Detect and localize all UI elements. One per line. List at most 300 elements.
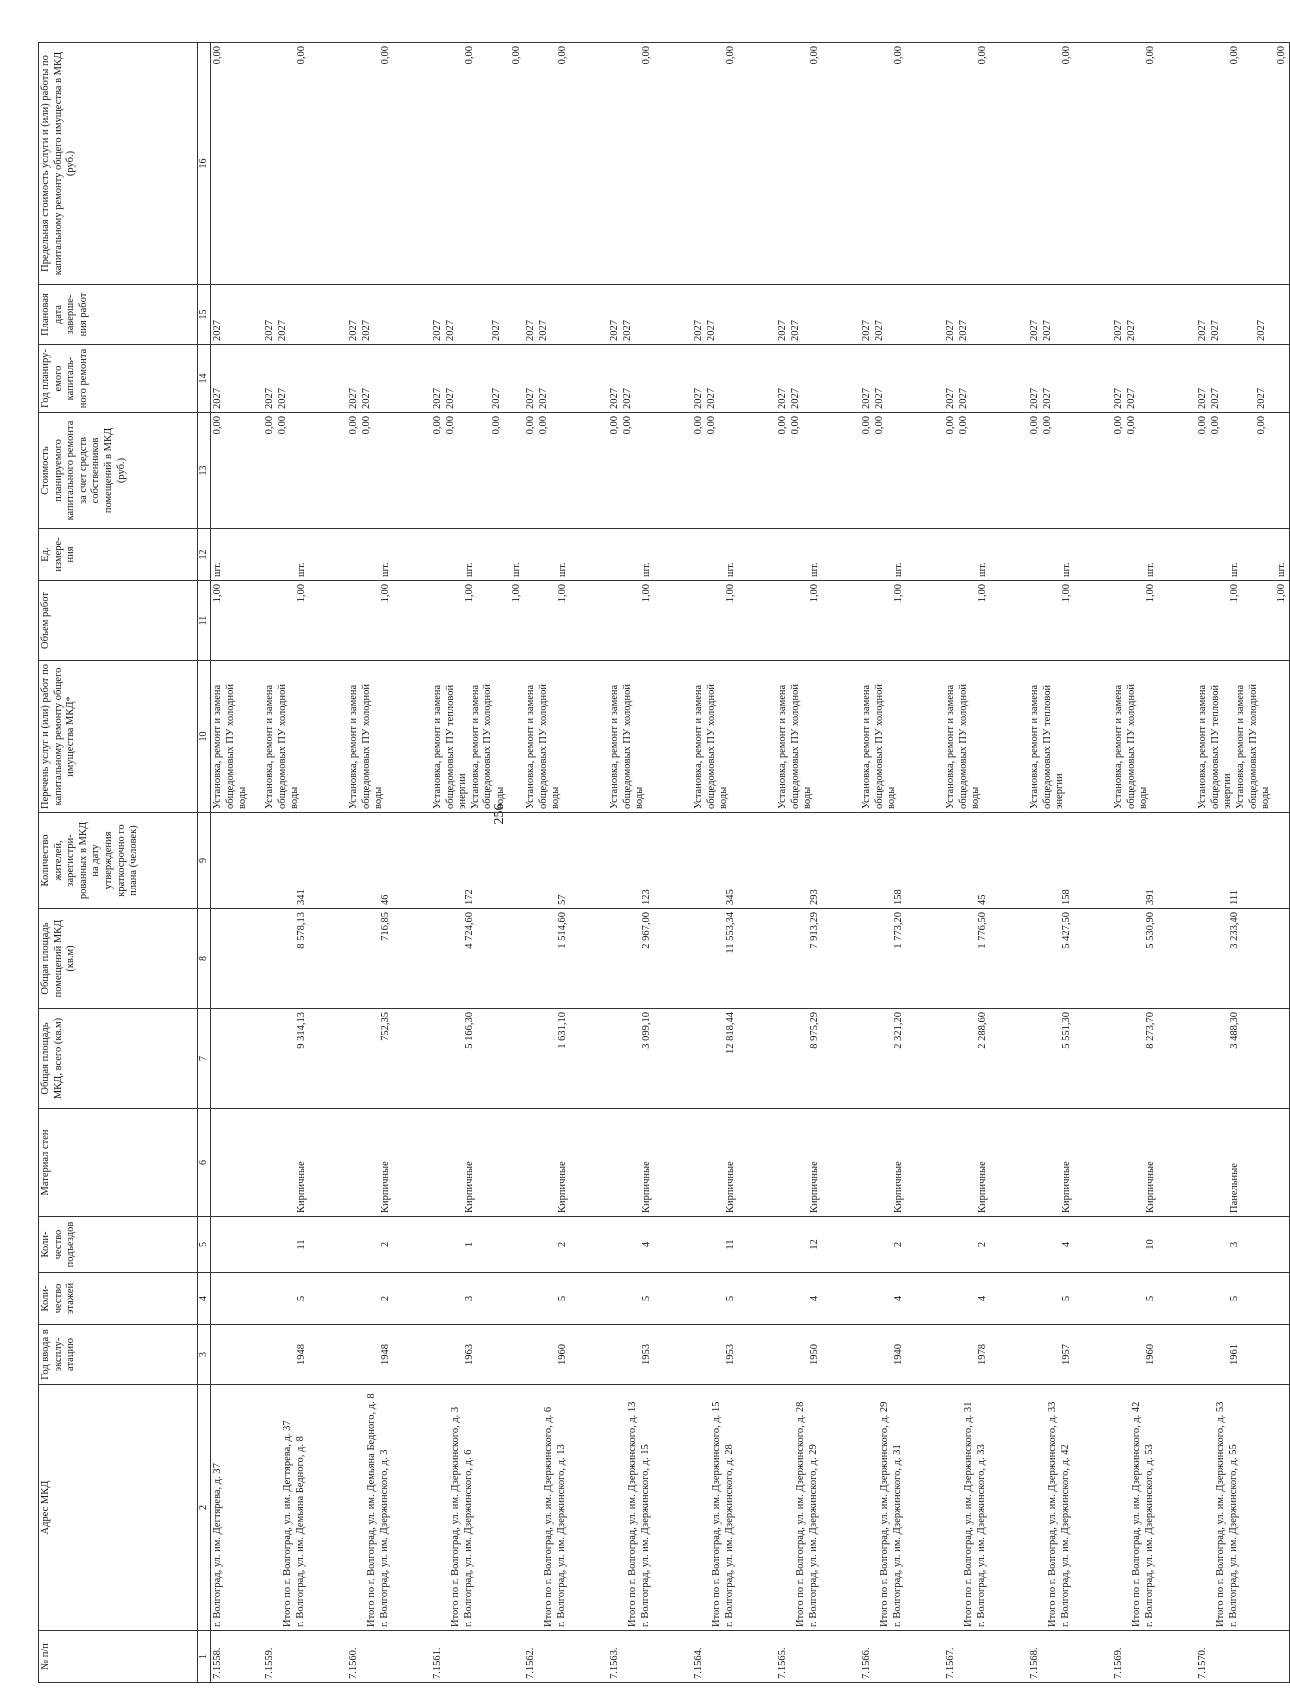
entrances: 4 xyxy=(641,1241,653,1248)
table-row xyxy=(860,43,944,1683)
year-built: 1953 xyxy=(725,1344,737,1365)
end-date-value: 2027 xyxy=(1209,320,1221,341)
residents: 293 xyxy=(809,889,821,905)
wall-material: Кирпичные xyxy=(380,1161,391,1213)
wall-material: Кирпичные xyxy=(893,1161,905,1213)
header-cell: Предельная стоимость услуги и (или) работы по капитальному ремонту общего имущества в МКД (руб.) xyxy=(39,43,198,285)
volume: 1,00 xyxy=(212,584,223,603)
works-item: Установка, ремонт и замена общедомовых ПУ тепловой энергии xyxy=(1197,684,1234,809)
end-date-value: 2027 xyxy=(609,320,621,341)
wall-material: Кирпичные xyxy=(725,1161,737,1213)
end-date-value: 2027 xyxy=(1256,320,1268,341)
area-rooms: 716,85 xyxy=(380,912,391,941)
header-cell: Коли-чество подъездов xyxy=(39,1217,198,1273)
volume: 1,00 xyxy=(1061,584,1073,603)
unit: шт. xyxy=(977,562,989,577)
end-date-value: 2027 xyxy=(705,320,717,341)
end-date-value: 2027 xyxy=(212,320,223,341)
unit: шт. xyxy=(641,562,653,577)
cost-value: 0,00 xyxy=(348,416,359,435)
residents: 158 xyxy=(1061,889,1073,905)
year-built: 1957 xyxy=(1061,1344,1073,1365)
table-row xyxy=(263,43,347,1683)
address: г. Волгоград, ул. им. Дзержинского, д. 3 xyxy=(378,1449,390,1627)
plan-year-value: 2027 xyxy=(693,388,705,409)
floors: 4 xyxy=(977,1295,989,1302)
area-rooms: 5 530,90 xyxy=(1145,912,1157,949)
column-number: 4 xyxy=(198,1273,211,1325)
row-number: 7.1562. xyxy=(525,1647,537,1679)
plan-year-value: 2027 xyxy=(945,388,957,409)
address: г. Волгоград, ул. им. Дзержинского, д. 6 xyxy=(462,1449,474,1627)
area-rooms: 5 427,50 xyxy=(1061,912,1073,949)
total-label: Итого по г. Волгоград, ул. им. Дзержинского, д. 6 xyxy=(543,1406,555,1627)
limit-value: 0,00 xyxy=(212,46,223,65)
area-total: 2 321,20 xyxy=(893,1012,905,1049)
column-number: 7 xyxy=(198,1009,211,1109)
row-number: 7.1560. xyxy=(348,1647,359,1679)
plan-year-value: 2027 xyxy=(621,388,633,409)
table-row xyxy=(776,43,860,1683)
table-body xyxy=(211,43,1290,1683)
cost-value: 0,00 xyxy=(1209,416,1221,435)
area-rooms: 11 553,34 xyxy=(725,912,737,954)
limit-value: 0,00 xyxy=(464,46,475,65)
plan-year-value: 2027 xyxy=(957,388,969,409)
limit-value: 0,00 xyxy=(296,46,307,65)
limit-value: 0,00 xyxy=(1275,46,1287,65)
end-date-value: 2027 xyxy=(491,320,503,341)
header-cell: Год ввода в эксплу-атацию xyxy=(39,1325,198,1385)
area-total: 5 551,30 xyxy=(1061,1012,1073,1049)
header-cell: Ед. измере-ния xyxy=(39,529,198,581)
column-number: 13 xyxy=(198,413,211,529)
rotated-page xyxy=(38,43,1287,1683)
plan-year-value: 2027 xyxy=(1209,388,1221,409)
entrances: 1 xyxy=(464,1241,475,1248)
unit: шт. xyxy=(725,562,737,577)
floors: 4 xyxy=(809,1295,821,1302)
entrances: 2 xyxy=(977,1241,989,1248)
year-built: 1961 xyxy=(1229,1344,1241,1365)
volume: 1,00 xyxy=(1275,584,1287,603)
column-number: 8 xyxy=(198,909,211,1009)
end-date-value: 2027 xyxy=(360,320,372,341)
end-date-value: 2027 xyxy=(264,320,275,341)
header-cell: Количество жителей, зарегистри-рованных в МКД на дату утверждения краткосрочно го плана (человек) xyxy=(39,813,198,909)
entrances: 12 xyxy=(809,1239,821,1250)
wall-material: Кирпичные xyxy=(641,1161,653,1213)
volume: 1,00 xyxy=(296,584,307,603)
works-item: Установка, ремонт и замена общедомовых ПУ холодной воды xyxy=(348,684,385,809)
end-date-value: 2027 xyxy=(1029,320,1041,341)
end-date-value: 2027 xyxy=(789,320,801,341)
cost-value: 0,00 xyxy=(212,416,223,435)
total-label: Итого по г. Волгоград, ул. им. Дзержинского, д. 3 xyxy=(450,1406,461,1627)
area-rooms: 1 776,50 xyxy=(977,912,989,949)
cost-value: 0,00 xyxy=(861,416,873,435)
volume: 1,00 xyxy=(725,584,737,603)
volume: 1,00 xyxy=(809,584,821,603)
column-number: 14 xyxy=(198,345,211,413)
floors: 5 xyxy=(296,1295,307,1302)
year-built: 1978 xyxy=(977,1344,989,1365)
area-rooms: 4 724,60 xyxy=(464,912,475,949)
cost-value: 0,00 xyxy=(264,416,275,435)
limit-value: 0,00 xyxy=(641,46,653,65)
floors: 4 xyxy=(893,1295,905,1302)
area-total: 5 166,30 xyxy=(464,1012,475,1049)
row-number: 7.1563. xyxy=(609,1647,621,1679)
row-number: 7.1558. xyxy=(212,1647,223,1679)
header-cell: № п/п xyxy=(39,1631,198,1683)
plan-year-value: 2027 xyxy=(432,388,443,409)
limit-value: 0,00 xyxy=(977,46,989,65)
floors: 5 xyxy=(641,1295,653,1302)
address: г. Волгоград, ул. им. Дзержинского, д. 33 xyxy=(975,1444,987,1627)
end-date-value: 2027 xyxy=(432,320,443,341)
floors: 2 xyxy=(380,1295,391,1302)
floors: 5 xyxy=(1061,1295,1073,1302)
area-rooms: 1 773,20 xyxy=(893,912,905,949)
volume: 1,00 xyxy=(510,584,522,603)
works-item: Установка, ремонт и замена общедомовых ПУ холодной воды xyxy=(525,684,562,809)
cost-value: 0,00 xyxy=(777,416,789,435)
unit: шт. xyxy=(296,562,307,577)
residents: 45 xyxy=(977,894,989,905)
cost-value: 0,00 xyxy=(1125,416,1137,435)
year-built: 1948 xyxy=(380,1344,391,1365)
row-number: 7.1568. xyxy=(1029,1647,1041,1679)
floors: 5 xyxy=(725,1295,737,1302)
area-total: 1 631,10 xyxy=(557,1012,569,1049)
residents: 46 xyxy=(380,894,391,905)
column-number: 3 xyxy=(198,1325,211,1385)
plan-year-value: 2027 xyxy=(360,388,372,409)
table-row xyxy=(1028,43,1112,1683)
wall-material: Кирпичные xyxy=(464,1161,475,1213)
year-built: 1960 xyxy=(1145,1344,1157,1365)
cost-value: 0,00 xyxy=(491,416,503,435)
unit: шт. xyxy=(1229,562,1241,577)
entrances: 2 xyxy=(893,1241,905,1248)
limit-value: 0,00 xyxy=(1229,46,1241,65)
works-item: Установка, ремонт и замена общедомовых ПУ тепловой энергии xyxy=(432,684,469,809)
unit: шт. xyxy=(464,562,475,577)
cost-value: 0,00 xyxy=(360,416,372,435)
entrances: 4 xyxy=(1061,1241,1073,1248)
address: г. Волгоград, ул. им. Дегтярева, д. 37 xyxy=(212,1463,223,1627)
cost-value: 0,00 xyxy=(432,416,443,435)
end-date-value: 2027 xyxy=(873,320,885,341)
end-date-value: 2027 xyxy=(621,320,633,341)
address: г. Волгоград, ул. им. Дзержинского, д. 15 xyxy=(639,1444,651,1627)
unit: шт. xyxy=(510,562,522,577)
wall-material: Кирпичные xyxy=(1145,1161,1157,1213)
area-total: 12 818,44 xyxy=(725,1012,737,1054)
column-number: 10 xyxy=(198,661,211,813)
address: г. Волгоград, ул. им. Дзержинского, д. 55 xyxy=(1227,1444,1239,1627)
header-cell: Стоимость планируемого капитального ремонта за счет средств собственников помещений в МКД (руб.) xyxy=(39,413,198,529)
plan-year-value: 2027 xyxy=(705,388,717,409)
residents: 158 xyxy=(893,889,905,905)
header-cell: Адрес МКД xyxy=(39,1385,198,1631)
limit-value: 0,00 xyxy=(725,46,737,65)
end-date-value: 2027 xyxy=(693,320,705,341)
area-total: 752,35 xyxy=(380,1012,391,1041)
cost-value: 0,00 xyxy=(873,416,885,435)
unit: шт. xyxy=(1145,562,1157,577)
total-label: Итого по г. Волгоград, ул. им. Дзержинского, д. 29 xyxy=(879,1401,891,1627)
address: г. Волгоград, ул. им. Дзержинского, д. 28 xyxy=(723,1444,735,1627)
plan-year-value: 2027 xyxy=(276,388,288,409)
header-cell: Общая площадь МКД, всего (кв.м) xyxy=(39,1009,198,1109)
header-cell: Плановая дата заверше-ния работ xyxy=(39,285,198,345)
residents: 172 xyxy=(464,889,475,905)
column-number: 1 xyxy=(198,1631,211,1683)
cost-value: 0,00 xyxy=(1041,416,1053,435)
address: г. Волгоград, ул. им. Дзержинского, д. 53 xyxy=(1143,1444,1155,1627)
end-date-value: 2027 xyxy=(348,320,359,341)
cost-value: 0,00 xyxy=(693,416,705,435)
row-number: 7.1569. xyxy=(1113,1647,1125,1679)
area-total: 3 488,30 xyxy=(1229,1012,1241,1049)
cost-value: 0,00 xyxy=(525,416,537,435)
residents: 57 xyxy=(557,894,569,905)
end-date-value: 2027 xyxy=(1041,320,1053,341)
limit-value: 0,00 xyxy=(380,46,391,65)
header-cell: Перечень услуг и (или) работ по капитальному ремонту общего имущества МКД* xyxy=(39,661,198,813)
area-rooms: 7 913,29 xyxy=(809,912,821,949)
total-label: Итого по г. Волгоград, ул. им. Дзержинского, д. 28 xyxy=(795,1401,807,1627)
end-date-value: 2027 xyxy=(777,320,789,341)
column-number-row xyxy=(198,43,211,1683)
plan-year-value: 2027 xyxy=(1125,388,1137,409)
total-label: Итого по г. Волгоград, ул. им. Дзержинского, д. 42 xyxy=(1131,1401,1143,1627)
floors: 5 xyxy=(557,1295,569,1302)
residents: 345 xyxy=(725,889,737,905)
end-date-value: 2027 xyxy=(945,320,957,341)
plan-year-value: 2027 xyxy=(1256,388,1268,409)
header-cell: Объем работ xyxy=(39,581,198,661)
works-item: Установка, ремонт и замена общедомовых ПУ холодной воды xyxy=(861,684,898,809)
table-row xyxy=(524,43,608,1683)
address: г. Волгоград, ул. им. Дзержинского, д. 29 xyxy=(807,1444,819,1627)
area-rooms: 3 233,40 xyxy=(1229,912,1241,949)
total-label: Итого по г. Волгоград, ул. им. Дзержинского, д. 53 xyxy=(1215,1401,1227,1627)
wall-material: Кирпичные xyxy=(557,1161,569,1213)
works-item: Установка, ремонт и замена общедомовых ПУ холодной воды xyxy=(469,684,506,809)
column-number: 6 xyxy=(198,1109,211,1217)
works-item: Установка, ремонт и замена общедомовых ПУ холодной воды xyxy=(1234,684,1272,809)
year-built: 1953 xyxy=(641,1344,653,1365)
table-row xyxy=(692,43,776,1683)
year-built: 1940 xyxy=(893,1344,905,1365)
wall-material: Кирпичные xyxy=(1061,1161,1073,1213)
volume: 1,00 xyxy=(557,584,569,603)
limit-value: 0,00 xyxy=(893,46,905,65)
row-number: 7.1567. xyxy=(945,1647,957,1679)
table-header xyxy=(39,43,198,1683)
plan-year-value: 2027 xyxy=(525,388,537,409)
total-label: Итого по г. Волгоград, ул. им. Демьяна Бедного, д. 8 xyxy=(366,1393,377,1627)
cost-value: 0,00 xyxy=(609,416,621,435)
table-row xyxy=(1196,43,1290,1683)
area-total: 2 288,60 xyxy=(977,1012,989,1049)
plan-year-value: 2027 xyxy=(609,388,621,409)
cost-value: 0,00 xyxy=(1113,416,1125,435)
residents: 123 xyxy=(641,889,653,905)
column-number: 9 xyxy=(198,813,211,909)
table-row xyxy=(944,43,1028,1683)
residents: 341 xyxy=(296,889,307,905)
cost-value: 0,00 xyxy=(705,416,717,435)
row-number: 7.1559. xyxy=(264,1647,275,1679)
page-number: 256 xyxy=(492,803,507,825)
volume: 1,00 xyxy=(380,584,391,603)
unit: шт. xyxy=(809,562,821,577)
entrances: 3 xyxy=(1229,1241,1241,1248)
volume: 1,00 xyxy=(977,584,989,603)
end-date-value: 2027 xyxy=(537,320,549,341)
volume: 1,00 xyxy=(464,584,475,603)
volume: 1,00 xyxy=(1229,584,1241,603)
unit: шт. xyxy=(893,562,905,577)
works-item: Установка, ремонт и замена общедомовых ПУ холодной воды xyxy=(693,684,730,809)
address: г. Волгоград, ул. им. Демьяна Бедного, д. 8 xyxy=(294,1436,306,1627)
area-total: 8 975,29 xyxy=(809,1012,821,1049)
row-number: 7.1570. xyxy=(1197,1647,1209,1679)
total-label: Итого по г. Волгоград, ул. им. Дзержинского, д. 33 xyxy=(1047,1401,1059,1627)
total-label: Итого по г. Волгоград, ул. им. Дзержинского, д. 31 xyxy=(963,1401,975,1627)
end-date-value: 2027 xyxy=(525,320,537,341)
unit: шт. xyxy=(557,562,569,577)
total-label: Итого по г. Волгоград, ул. им. Дзержинского, д. 13 xyxy=(627,1401,639,1627)
address: г. Волгоград, ул. им. Дзержинского, д. 42 xyxy=(1059,1444,1071,1627)
year-built: 1950 xyxy=(809,1344,821,1365)
volume: 1,00 xyxy=(893,584,905,603)
unit: шт. xyxy=(1061,562,1073,577)
works-item: Установка, ремонт и замена общедомовых ПУ тепловой энергии xyxy=(1029,684,1066,809)
floors: 5 xyxy=(1229,1295,1241,1302)
plan-year-value: 2027 xyxy=(873,388,885,409)
capital-repair-table xyxy=(38,42,1290,1683)
wall-material: Кирпичные xyxy=(977,1161,989,1213)
limit-value: 0,00 xyxy=(1145,46,1157,65)
plan-year-value: 2027 xyxy=(444,388,456,409)
header-cell: Год планиру-емого капиталь-ного ремонта xyxy=(39,345,198,413)
area-total: 9 314,13 xyxy=(296,1012,307,1049)
total-label: Итого по г. Волгоград, ул. им. Дегтярева, д. 37 xyxy=(282,1420,293,1627)
entrances: 2 xyxy=(380,1241,391,1248)
year-built: 1963 xyxy=(464,1344,475,1365)
column-number: 11 xyxy=(198,581,211,661)
plan-year-value: 2027 xyxy=(491,388,503,409)
year-built: 1948 xyxy=(296,1344,307,1365)
residents: 111 xyxy=(1229,890,1241,905)
entrances: 11 xyxy=(725,1239,737,1250)
end-date-value: 2027 xyxy=(1197,320,1209,341)
column-number: 2 xyxy=(198,1385,211,1631)
works-item: Установка, ремонт и замена общедомовых ПУ холодной воды xyxy=(609,684,646,809)
address: г. Волгоград, ул. им. Дзержинского, д. 13 xyxy=(555,1444,567,1627)
cost-value: 0,00 xyxy=(957,416,969,435)
limit-value: 0,00 xyxy=(1061,46,1073,65)
plan-year-value: 2027 xyxy=(264,388,275,409)
cost-value: 0,00 xyxy=(1256,416,1268,435)
plan-year-value: 2027 xyxy=(1041,388,1053,409)
plan-year-value: 2027 xyxy=(789,388,801,409)
limit-value: 0,00 xyxy=(809,46,821,65)
unit: шт. xyxy=(212,562,223,577)
end-date-value: 2027 xyxy=(1113,320,1125,341)
plan-year-value: 2027 xyxy=(861,388,873,409)
address: г. Волгоград, ул. им. Дзержинского, д. 31 xyxy=(891,1444,903,1627)
area-total: 8 273,70 xyxy=(1145,1012,1157,1049)
year-built: 1960 xyxy=(557,1344,569,1365)
plan-year-value: 2027 xyxy=(212,388,223,409)
entrances: 11 xyxy=(296,1239,307,1250)
table-row xyxy=(211,43,264,1683)
wall-material: Кирпичные xyxy=(809,1161,821,1213)
plan-year-value: 2027 xyxy=(537,388,549,409)
plan-year-value: 2027 xyxy=(777,388,789,409)
plan-year-value: 2027 xyxy=(1197,388,1209,409)
plan-year-value: 2027 xyxy=(1029,388,1041,409)
limit-value: 0,00 xyxy=(510,46,522,65)
row-number: 7.1566. xyxy=(861,1647,873,1679)
volume: 1,00 xyxy=(1145,584,1157,603)
table-row xyxy=(608,43,692,1683)
cost-value: 0,00 xyxy=(276,416,288,435)
header-cell: Коли-чество этажей xyxy=(39,1273,198,1325)
row-number: 7.1565. xyxy=(777,1647,789,1679)
end-date-value: 2027 xyxy=(444,320,456,341)
works-item: Установка, ремонт и замена общедомовых ПУ холодной воды xyxy=(945,684,982,809)
total-label: Итого по г. Волгоград, ул. им. Дзержинского, д. 15 xyxy=(711,1401,723,1627)
area-total: 3 099,10 xyxy=(641,1012,653,1049)
area-rooms: 2 967,00 xyxy=(641,912,653,949)
entrances: 10 xyxy=(1145,1239,1157,1250)
works-item: Установка, ремонт и замена общедомовых ПУ холодной воды xyxy=(777,684,814,809)
area-rooms: 8 578,13 xyxy=(296,912,307,949)
column-number: 15 xyxy=(198,285,211,345)
cost-value: 0,00 xyxy=(789,416,801,435)
entrances: 2 xyxy=(557,1241,569,1248)
plan-year-value: 2027 xyxy=(1113,388,1125,409)
unit: шт. xyxy=(380,562,391,577)
row-number: 7.1564. xyxy=(693,1647,705,1679)
column-number: 16 xyxy=(198,43,211,285)
cost-value: 0,00 xyxy=(537,416,549,435)
cost-value: 0,00 xyxy=(444,416,456,435)
cost-value: 0,00 xyxy=(1197,416,1209,435)
row-number: 7.1561. xyxy=(432,1647,443,1679)
end-date-value: 2027 xyxy=(861,320,873,341)
column-number: 5 xyxy=(198,1217,211,1273)
header-cell: Материал стен xyxy=(39,1109,198,1217)
works-item: Установка, ремонт и замена общедомовых ПУ холодной воды xyxy=(1113,684,1150,809)
works-item: Установка, ремонт и замена общедомовых ПУ холодной воды xyxy=(264,684,301,809)
cost-value: 0,00 xyxy=(1029,416,1041,435)
column-number: 12 xyxy=(198,529,211,581)
end-date-value: 2027 xyxy=(276,320,288,341)
wall-material: Панельные xyxy=(1229,1163,1241,1213)
table-row xyxy=(347,43,431,1683)
end-date-value: 2027 xyxy=(1125,320,1137,341)
residents: 391 xyxy=(1145,889,1157,905)
area-rooms: 1 514,60 xyxy=(557,912,569,949)
